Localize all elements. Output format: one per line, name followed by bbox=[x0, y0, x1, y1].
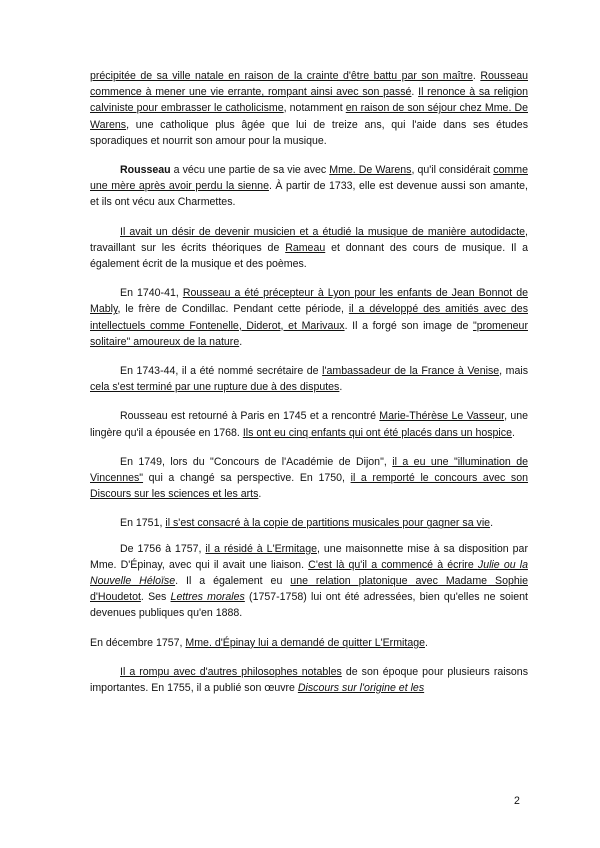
text-run: il a développé des amitiés avec des intellectuels comme Fontenelle, Diderot, et Marivaux bbox=[90, 303, 528, 332]
text-run: Lettres morales bbox=[170, 591, 245, 604]
document-body bbox=[90, 68, 528, 709]
paragraph-9 bbox=[90, 541, 528, 622]
text-run: Il renonce à sa religion calviniste pour embrasser le catholicisme bbox=[90, 86, 528, 115]
text-run: . bbox=[239, 335, 243, 348]
text-run: en raison de son séjour chez Mme. De Warens bbox=[90, 102, 528, 131]
paragraph-1 bbox=[90, 68, 528, 149]
text-run: . bbox=[411, 86, 419, 99]
text-run: . bbox=[490, 517, 494, 530]
text-run: "promeneur solitaire" amoureux de la nature bbox=[90, 319, 528, 348]
text-run: Discours sur l'origine et les bbox=[297, 682, 425, 695]
paragraph-5 bbox=[90, 363, 528, 395]
text-run: , mais bbox=[499, 365, 528, 378]
paragraph-10 bbox=[90, 635, 528, 651]
paragraph-3 bbox=[90, 224, 528, 273]
text-run: , une lingère qu'il a épousée en 1768. bbox=[90, 410, 528, 439]
text-run: En décembre 1757, bbox=[90, 636, 186, 649]
text-run: . À partir de 1733, elle est devenue aussi son amante, et ils ont vécu aux Charmettes. bbox=[90, 180, 528, 209]
text-run: Rameau bbox=[285, 241, 326, 254]
text-run: Julie ou la Nouvelle Héloïse bbox=[90, 558, 529, 588]
text-run: , le frère de Condillac. Pendant cette période, bbox=[117, 303, 349, 316]
text-run: Rousseau a été précepteur à Lyon pour les enfants de Jean Bonnot de Mably bbox=[90, 287, 528, 316]
text-run: a vécu une partie de sa vie avec bbox=[170, 164, 330, 177]
text-run: . bbox=[511, 426, 515, 439]
text-run: . Il a également eu bbox=[175, 575, 291, 588]
paragraph-7 bbox=[90, 454, 528, 503]
text-run: Rousseau est retourné à Paris en 1745 et a rencontré bbox=[120, 410, 380, 423]
text-run: il a eu une "illumination de Vincennes" bbox=[90, 455, 528, 485]
text-run: précipitée de sa ville natale en raison de la crainte d'être battu par son maître bbox=[90, 70, 473, 82]
text-run: , une catholique plus âgée que lui de treize ans, qui l'aide dans ses études sporadiques et nourrit son amour pour la musique. bbox=[90, 118, 528, 147]
text-run: cela s'est terminé par une rupture due à des disputes bbox=[90, 381, 340, 394]
text-run: une relation platonique avec Madame Sophie d'Houdetot bbox=[90, 575, 528, 604]
text-run: et donnant des cours de musique. Il a également écrit de la musique et des poèmes. bbox=[90, 241, 528, 271]
paragraph-6 bbox=[90, 408, 528, 440]
text-run: il a résidé à L'Ermitage bbox=[205, 542, 317, 555]
text-run: . bbox=[425, 636, 428, 649]
text-run: . Ses bbox=[140, 591, 171, 604]
text-run: Mme. d'Épinay lui a demandé de quitter L'Ermitage bbox=[185, 636, 425, 649]
text-run: . bbox=[339, 381, 343, 394]
text-run: Marie-Thérèse Le Vasseur bbox=[379, 410, 505, 423]
text-run: . bbox=[258, 488, 262, 501]
paragraph-2 bbox=[90, 162, 528, 211]
text-run: qui a changé sa perspective. En 1750, bbox=[143, 472, 351, 485]
text-run: Rousseau commence à mener une vie errante, rompant ainsi avec son passé bbox=[90, 70, 529, 99]
text-run: C'est là qu'il a commencé à écrire bbox=[308, 558, 478, 571]
text-run: De 1756 à 1757, bbox=[120, 542, 206, 555]
text-run: Rousseau bbox=[120, 164, 171, 177]
page-number: 2 bbox=[514, 795, 520, 807]
text-run: , travaillant sur les écrits théoriques de bbox=[90, 225, 528, 254]
paragraph-11 bbox=[90, 664, 528, 696]
paragraph-8 bbox=[90, 515, 528, 531]
paragraph-4 bbox=[90, 285, 528, 350]
text-run: En 1749, lors du "Concours de l'Académie de Dijon", bbox=[120, 455, 393, 468]
text-run: (1757-1758) lui ont été adressées, bien qu'elles ne soient devenues publiques qu'en 1888. bbox=[90, 591, 528, 620]
text-run: Il avait un désir de devenir musicien et a étudié la musique de manière autodidacte bbox=[120, 225, 526, 238]
text-run: Ils ont eu cinq enfants qui ont été placés dans un hospice bbox=[242, 426, 512, 439]
text-run: . bbox=[472, 70, 481, 82]
text-run: En 1751, bbox=[120, 517, 166, 530]
text-run: l'ambassadeur de la France à Venise bbox=[322, 365, 500, 378]
text-run: Il a rompu avec d'autres philosophes notables bbox=[120, 665, 342, 678]
text-run: En 1743-44, il a été nommé secrétaire de bbox=[120, 365, 323, 378]
text-run: de son époque pour plusieurs raisons importantes. En 1755, il a publié son œuvre bbox=[90, 665, 528, 695]
text-run: . Il a forgé son image de bbox=[344, 319, 473, 332]
text-run: , une maisonnette mise à sa disposition par Mme. D'Épinay, avec qui il avait une liaison. bbox=[90, 542, 528, 571]
text-run: Mme. De Warens bbox=[329, 164, 412, 177]
text-run: , notamment bbox=[283, 102, 346, 115]
text-run: , qu'il considérait bbox=[411, 164, 494, 177]
text-run: comme une mère après avoir perdu la sienne bbox=[90, 164, 528, 193]
text-run: En 1740-41, bbox=[120, 287, 183, 300]
text-run: il s'est consacré à la copie de partitions musicales pour gagner sa vie bbox=[165, 517, 491, 530]
text-run: il a remporté le concours avec son Discours sur les sciences et les arts bbox=[90, 472, 529, 501]
